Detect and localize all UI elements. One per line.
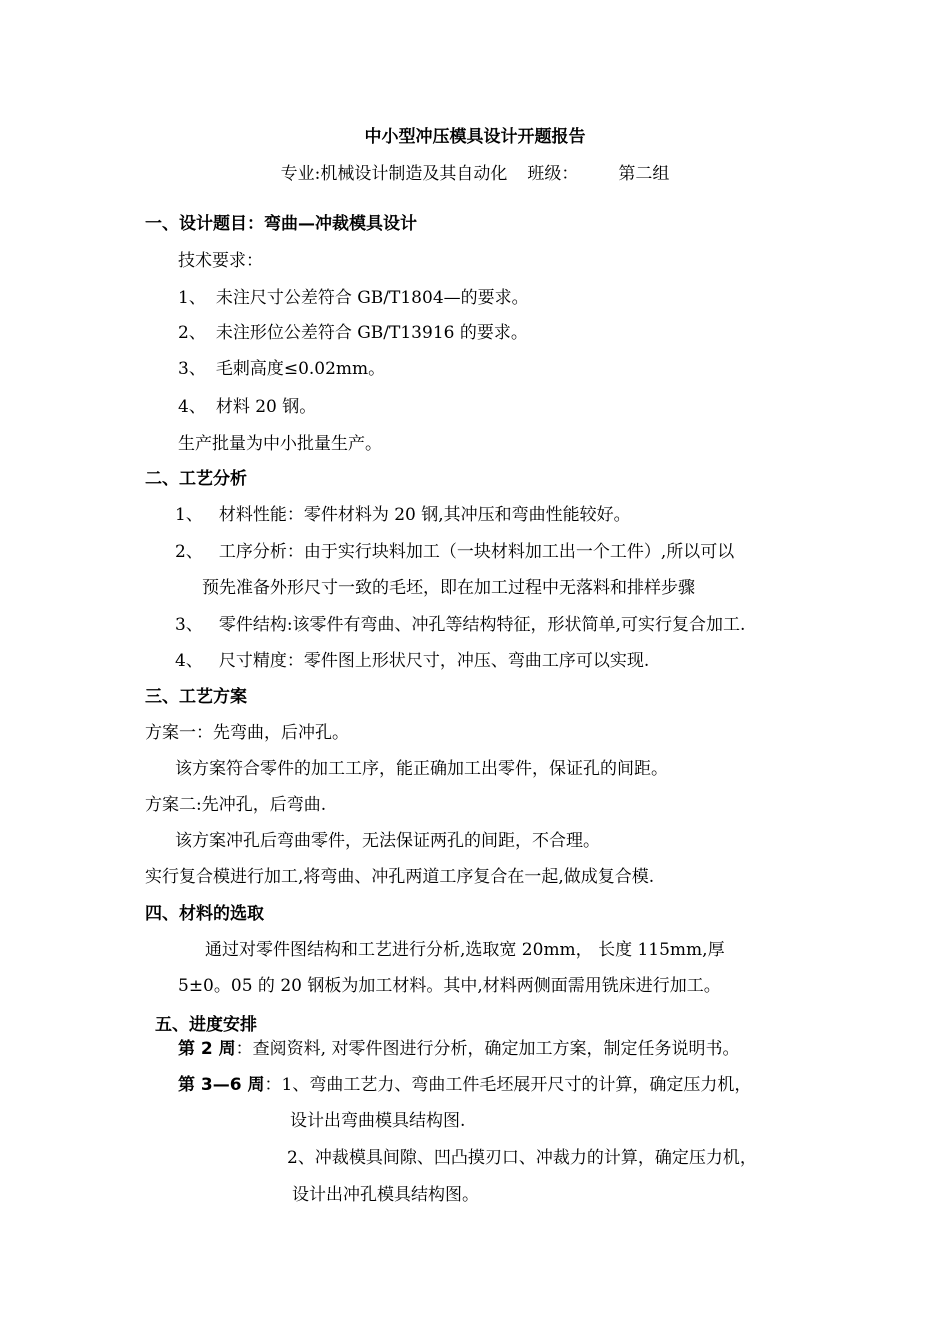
section-1-heading: 一、设计题目：弯曲—冲裁模具设计 — [145, 214, 417, 234]
list-item: 2、 未注形位公差符合 GB/T13916 的要求。 — [178, 323, 528, 343]
plan-1-note: 该方案符合零件的加工工序，能正确加工出零件，保证孔的间距。 — [175, 759, 668, 779]
page-title: 中小型冲压模具设计开题报告 — [364, 127, 586, 147]
schedule-item-2: 2、冲裁模具间隙、凹凸摸刃口、冲裁力的计算，确定压力机， — [287, 1148, 757, 1168]
plan-2: 方案二:先冲孔，后弯曲. — [145, 795, 327, 815]
list-item: 4、 尺寸精度：零件图上形状尺寸，冲压、弯曲工序可以实现. — [175, 651, 650, 671]
list-item-cont: 预先准备外形尺寸一致的毛坯，即在加工过程中无落料和排样步骤 — [202, 578, 695, 598]
section-3-heading: 三、工艺方案 — [145, 687, 247, 707]
schedule-week-3-6: 第 3—6 周：1、弯曲工艺力、弯曲工件毛坯展开尺寸的计算，确定压力机， — [178, 1075, 752, 1095]
class-label: 班级： — [527, 164, 579, 184]
section-5-heading: 五、进度安排 — [155, 1015, 257, 1035]
plan-1: 方案一：先弯曲，后冲孔。 — [145, 723, 349, 743]
material-line-2: 5±0。05 的 20 钢板为加工材料。其中,材料两侧面需用铣床进行加工。 — [178, 976, 721, 996]
schedule-cont-1: 设计出弯曲模具结构图. — [290, 1111, 466, 1131]
list-item: 3、 零件结构:该零件有弯曲、冲孔等结构特征，形状简单,可实行复合加工. — [175, 615, 746, 635]
plan-2-note: 该方案冲孔后弯曲零件，无法保证两孔的间距，不合理。 — [175, 831, 600, 851]
plan-conclusion: 实行复合模进行加工,将弯曲、冲孔两道工序复合在一起,做成复合模. — [145, 867, 655, 887]
list-item: 1、 材料性能：零件材料为 20 钢,其冲压和弯曲性能较好。 — [175, 505, 631, 525]
tech-label: 技术要求： — [178, 251, 263, 271]
schedule-week-2: 第 2 周：查阅资料, 对零件图进行分析，确定加工方案，制定任务说明书。 — [178, 1039, 740, 1059]
list-item: 1、 未注尺寸公差符合 GB/T1804—的要求。 — [178, 288, 529, 308]
list-item: 4、 材料 20 钢。 — [178, 397, 317, 417]
list-item: 2、 工序分析：由于实行块料加工（一块材料加工出一个工件）,所以可以 — [175, 542, 735, 562]
subtitle — [0, 163, 950, 185]
week-3-6-label: 第 3—6 周 — [178, 1075, 265, 1095]
group: 第二组 — [618, 164, 670, 184]
list-item: 3、 毛刺高度≤0.02mm。 — [178, 359, 386, 379]
schedule-cont-2: 设计出冲孔模具结构图。 — [292, 1185, 479, 1205]
week-2-label: 第 2 周 — [178, 1039, 236, 1059]
section-2-heading: 二、工艺分析 — [145, 469, 247, 489]
section-4-heading: 四、材料的选取 — [145, 904, 264, 924]
major: 专业:机械设计制造及其自动化 — [280, 164, 508, 184]
batch-note: 生产批量为中小批量生产。 — [178, 434, 382, 454]
material-line-1: 通过对零件图结构和工艺进行分析,选取宽 20mm， 长度 115mm,厚 — [205, 940, 725, 960]
